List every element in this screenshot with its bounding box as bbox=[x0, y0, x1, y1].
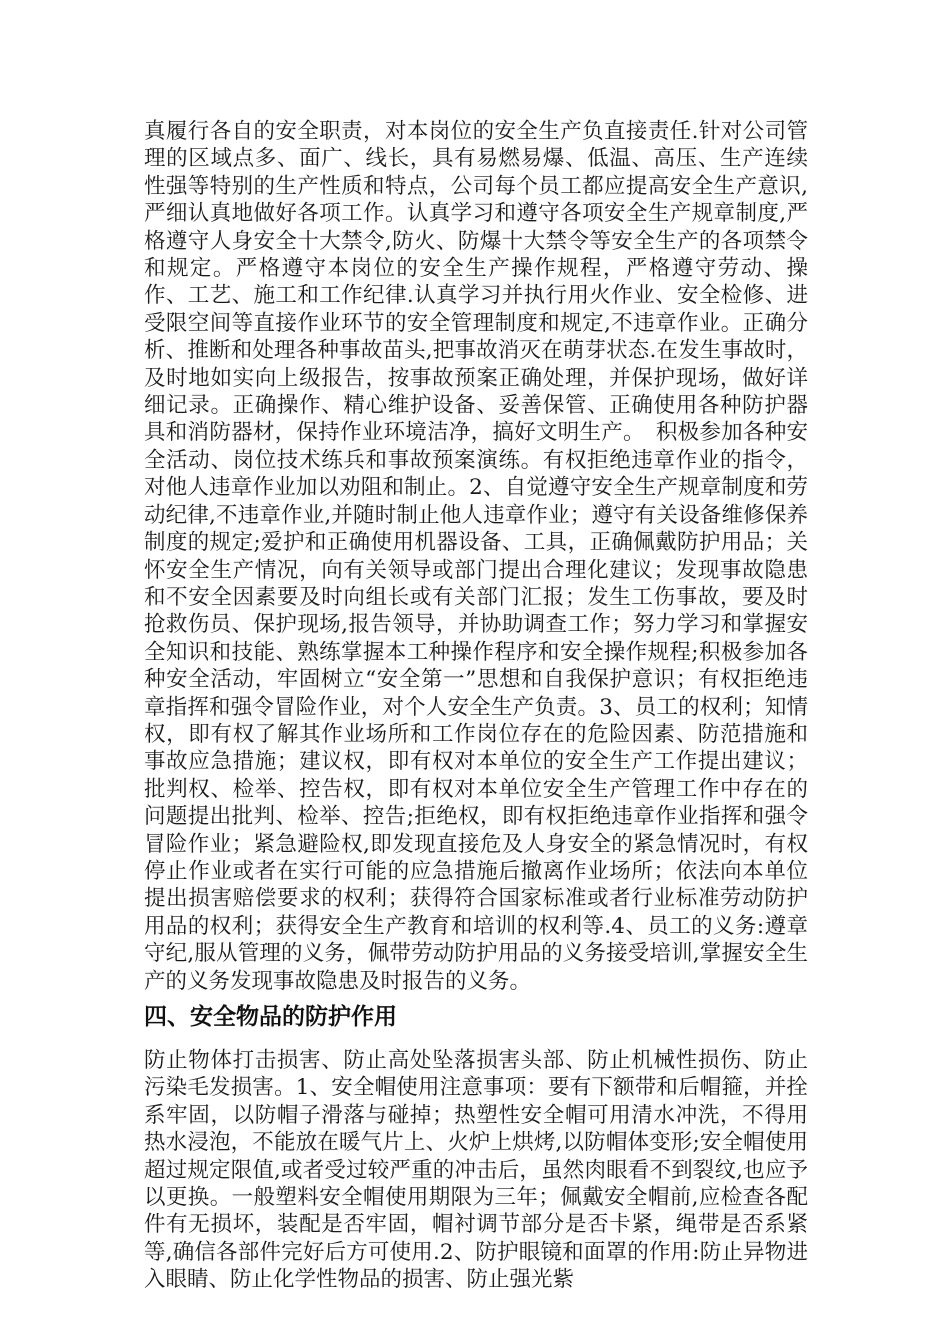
document-page bbox=[144, 118, 808, 1294]
body-paragraph: 防止物体打击损害、防止高处坠落损害头部、防止机械性损伤、防止污染毛发损害。1、安全帽使用注意事项：要有下额带和后帽箍，并拴系牢固，以防帽子滑落与碰掉；热塑性安全帽可用清水冲洗，不得用热水浸泡，不能放在暖气片上、火炉上烘烤,以防帽体变形;安全帽使用超过规定限值,或者受过较严重的冲击后，虽然肉眼看不到裂纹,也应予以更换。一般塑料安全帽使用期限为三年；佩戴安全帽前,应检查各配件有无损坏，装配是否牢固，帽衬调节部分是否卡紧，绳带是否系紧等,确信各部件完好后方可使用.2、防护眼镜和面罩的作用:防止异物进入眼睛、防止化学性物品的损害、防止强光紫 bbox=[144, 1048, 808, 1293]
section-heading: 四、安全物品的防护作用 bbox=[144, 1004, 397, 1030]
body-paragraph: 真履行各自的安全职责，对本岗位的安全生产负直接责任.针对公司管理的区域点多、面广、线长，具有易燃易爆、低温、高压、生产连续性强等特别的生产性质和特点，公司每个员工都应提高安全生产意识,严细认真地做好各项工作。认真学习和遵守各项安全生产规章制度,严格遵守人身安全十大禁令,防火、防爆十大禁令等安全生产的各项禁令和规定。严格遵守本岗位的安全生产操作规程，严格遵守劳动、操作、工艺、施工和工作纪律.认真学习并执行用火作业、安全检修、进受限空间等直接作业环节的安全管理制度和规定,不违章作业。正确分析、推断和处理各种事故苗头,把事故消灭在萌芽状态.在发生事故时，及时地如实向上级报告，按事故预案正确处理，并保护现场，做好详细记录。正确操作、精心维护设备、妥善保管、正确使用各种防护器具和消防器材，保持作业环境洁净，搞好文明生产。 积极参加各种安全活动、岗位技术练兵和事故预案演练。有权拒绝违章作业的指令，对他人违章作业加以劝阻和制止。2、自觉遵守安全生产规章制度和劳动纪律,不违章作业,并随时制止他人违章作业；遵守有关设备维修保养制度的规定;爱护和正确使用机器设备、工具，正确佩戴防护用品；关怀安全生产情况，向有关领导或部门提出合理化建议；发现事故隐患和不安全因素要及时向组长或有关部门汇报；发生工伤事故，要及时抢救伤员、保护现场,报告领导，并协助调查工作；努力学习和掌握安全知识和技能、熟练掌握本工种操作程序和安全操作规程;积极参加各种安全活动，牢固树立“安全第一”思想和自我保护意识；有权拒绝违章指挥和强令冒险作业，对个人安全生产负责。3、员工的权利；知情权，即有权了解其作业场所和工作岗位存在的危险因素、防范措施和事故应急措施；建议权，即有权对本单位的安全生产工作提出建议；批判权、检举、控告权，即有权对本单位安全生产管理工作中存在的问题提出批判、检举、控告;拒绝权，即有权拒绝违章作业指挥和强令冒险作业；紧急避险权,即发现直接危及人身安全的紧急情况时，有权停止作业或者在实行可能的应急措施后撤离作业场所；依法向本单位提出损害赔偿要求的权利；获得符合国家标准或者行业标准劳动防护用品的权利；获得安全生产教育和培训的权利等.4、员工的义务:遵章守纪,服从管理的义务，佩带劳动防护用品的义务接受培训,掌握安全生产的义务发现事故隐患及时报告的义务。 bbox=[144, 119, 808, 994]
